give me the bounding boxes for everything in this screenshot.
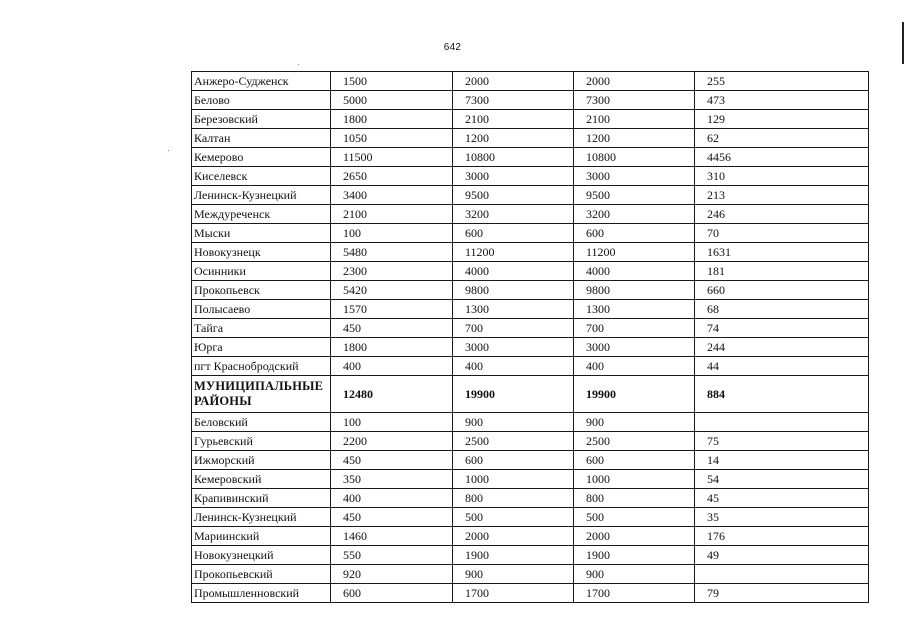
- row-name-cell: Юрга: [192, 338, 331, 357]
- value-cell-c2: 11200: [453, 243, 574, 262]
- value-cell-c4: 74: [695, 319, 869, 338]
- table-row: [192, 186, 869, 205]
- value-cell-c3: 9800: [574, 281, 695, 300]
- value-cell-c1: 920: [331, 565, 453, 584]
- value-cell-c3: 2000: [574, 527, 695, 546]
- table-row: [192, 281, 869, 300]
- row-name-cell: Киселевск: [192, 167, 331, 186]
- value-cell-c3: 7300: [574, 91, 695, 110]
- value-cell-c3: 9500: [574, 186, 695, 205]
- value-cell-c3: 3200: [574, 205, 695, 224]
- value-cell-c4: 54: [695, 470, 869, 489]
- scan-speck: [298, 64, 299, 65]
- row-name-cell: Новокузнецкий: [192, 546, 331, 565]
- section-header-row: [192, 376, 869, 413]
- value-cell-c3: 600: [574, 224, 695, 243]
- table-row: [192, 205, 869, 224]
- value-cell-c4: 181: [695, 262, 869, 281]
- value-cell-c3: 10800: [574, 148, 695, 167]
- value-cell-c4: 45: [695, 489, 869, 508]
- table-row: [192, 129, 869, 148]
- value-cell-c3: 500: [574, 508, 695, 527]
- table-row: [192, 413, 869, 432]
- table-row: [192, 224, 869, 243]
- row-name-cell: Березовский: [192, 110, 331, 129]
- value-cell-c1: 450: [331, 451, 453, 470]
- row-name-cell: Белово: [192, 91, 331, 110]
- value-cell-c3: 400: [574, 357, 695, 376]
- table-row: [192, 508, 869, 527]
- row-name-cell: Гурьевский: [192, 432, 331, 451]
- value-cell-c4: 4456: [695, 148, 869, 167]
- value-cell-c2: 500: [453, 508, 574, 527]
- row-name-cell: Калтан: [192, 129, 331, 148]
- table-row: [192, 546, 869, 565]
- value-cell-c2: 19900: [453, 376, 574, 413]
- value-cell-c1: 450: [331, 508, 453, 527]
- row-name-cell: Крапивинский: [192, 489, 331, 508]
- value-cell-c2: 900: [453, 413, 574, 432]
- value-cell-c1: 5480: [331, 243, 453, 262]
- value-cell-c3: 4000: [574, 262, 695, 281]
- value-cell-c3: 2100: [574, 110, 695, 129]
- value-cell-c4: 244: [695, 338, 869, 357]
- table-row: [192, 584, 869, 603]
- table-row: [192, 110, 869, 129]
- value-cell-c1: 1460: [331, 527, 453, 546]
- value-cell-c1: 550: [331, 546, 453, 565]
- value-cell-c4: 255: [695, 72, 869, 91]
- table-row: [192, 300, 869, 319]
- value-cell-c1: 100: [331, 413, 453, 432]
- row-name-cell: Мариинский: [192, 527, 331, 546]
- table-row: [192, 91, 869, 110]
- value-cell-c2: 2000: [453, 527, 574, 546]
- value-cell-c3: 3000: [574, 167, 695, 186]
- value-cell-c4: [695, 413, 869, 432]
- row-name-cell: Анжеро-Судженск: [192, 72, 331, 91]
- value-cell-c2: 2100: [453, 110, 574, 129]
- value-cell-c3: 1900: [574, 546, 695, 565]
- value-cell-c1: 1800: [331, 110, 453, 129]
- table-body: [192, 72, 869, 603]
- value-cell-c4: 176: [695, 527, 869, 546]
- row-name-cell: Ленинск-Кузнецкий: [192, 508, 331, 527]
- value-cell-c2: 1700: [453, 584, 574, 603]
- value-cell-c4: [695, 565, 869, 584]
- value-cell-c3: 800: [574, 489, 695, 508]
- value-cell-c1: 5000: [331, 91, 453, 110]
- table-row: [192, 565, 869, 584]
- page-number: 642: [443, 42, 462, 53]
- value-cell-c4: 660: [695, 281, 869, 300]
- value-cell-c1: 2300: [331, 262, 453, 281]
- value-cell-c2: 400: [453, 357, 574, 376]
- value-cell-c1: 11500: [331, 148, 453, 167]
- value-cell-c3: 2000: [574, 72, 695, 91]
- table-row: [192, 72, 869, 91]
- table-row: [192, 262, 869, 281]
- table-row: [192, 451, 869, 470]
- row-name-cell: Осинники: [192, 262, 331, 281]
- value-cell-c1: 600: [331, 584, 453, 603]
- value-cell-c4: 213: [695, 186, 869, 205]
- value-cell-c3: 1000: [574, 470, 695, 489]
- value-cell-c2: 2500: [453, 432, 574, 451]
- table-row: [192, 243, 869, 262]
- value-cell-c4: 246: [695, 205, 869, 224]
- value-cell-c2: 9500: [453, 186, 574, 205]
- value-cell-c4: 310: [695, 167, 869, 186]
- value-cell-c2: 1200: [453, 129, 574, 148]
- value-cell-c4: 884: [695, 376, 869, 413]
- value-cell-c3: 700: [574, 319, 695, 338]
- value-cell-c1: 1500: [331, 72, 453, 91]
- value-cell-c3: 900: [574, 413, 695, 432]
- table-row: [192, 319, 869, 338]
- value-cell-c4: 79: [695, 584, 869, 603]
- value-cell-c1: 5420: [331, 281, 453, 300]
- value-cell-c4: 49: [695, 546, 869, 565]
- value-cell-c2: 3000: [453, 167, 574, 186]
- value-cell-c3: 1300: [574, 300, 695, 319]
- row-name-cell: Беловский: [192, 413, 331, 432]
- value-cell-c3: 11200: [574, 243, 695, 262]
- value-cell-c2: 3200: [453, 205, 574, 224]
- value-cell-c3: 3000: [574, 338, 695, 357]
- value-cell-c1: 400: [331, 357, 453, 376]
- table-row: [192, 338, 869, 357]
- value-cell-c1: 350: [331, 470, 453, 489]
- value-cell-c3: 19900: [574, 376, 695, 413]
- value-cell-c1: 2100: [331, 205, 453, 224]
- row-name-cell: Тайга: [192, 319, 331, 338]
- value-cell-c2: 1900: [453, 546, 574, 565]
- scan-edge-mark: [902, 22, 904, 64]
- row-name-cell: Ижморский: [192, 451, 331, 470]
- table-row: [192, 432, 869, 451]
- value-cell-c2: 3000: [453, 338, 574, 357]
- value-cell-c3: 600: [574, 451, 695, 470]
- value-cell-c2: 10800: [453, 148, 574, 167]
- value-cell-c1: 2650: [331, 167, 453, 186]
- row-name-cell: Междуреченск: [192, 205, 331, 224]
- value-cell-c2: 1300: [453, 300, 574, 319]
- value-cell-c1: 1570: [331, 300, 453, 319]
- data-table: [191, 71, 869, 603]
- value-cell-c4: 14: [695, 451, 869, 470]
- scan-speck: [168, 150, 169, 151]
- row-name-cell: Прокопьевск: [192, 281, 331, 300]
- value-cell-c1: 450: [331, 319, 453, 338]
- value-cell-c1: 1050: [331, 129, 453, 148]
- value-cell-c4: 44: [695, 357, 869, 376]
- value-cell-c4: 68: [695, 300, 869, 319]
- value-cell-c2: 2000: [453, 72, 574, 91]
- value-cell-c4: 1631: [695, 243, 869, 262]
- row-name-cell: Кемерово: [192, 148, 331, 167]
- row-name-cell: Мыски: [192, 224, 331, 243]
- row-name-cell: Прокопьевский: [192, 565, 331, 584]
- value-cell-c2: 900: [453, 565, 574, 584]
- table-row: [192, 148, 869, 167]
- value-cell-c3: 2500: [574, 432, 695, 451]
- table-row: [192, 527, 869, 546]
- table-row: [192, 167, 869, 186]
- value-cell-c4: 35: [695, 508, 869, 527]
- value-cell-c2: 4000: [453, 262, 574, 281]
- value-cell-c4: 75: [695, 432, 869, 451]
- value-cell-c1: 3400: [331, 186, 453, 205]
- row-name-cell: Кемеровский: [192, 470, 331, 489]
- value-cell-c3: 1700: [574, 584, 695, 603]
- value-cell-c3: 900: [574, 565, 695, 584]
- value-cell-c4: 62: [695, 129, 869, 148]
- value-cell-c2: 600: [453, 451, 574, 470]
- table-row: [192, 470, 869, 489]
- value-cell-c2: 600: [453, 224, 574, 243]
- row-name-cell: Полысаево: [192, 300, 331, 319]
- value-cell-c1: 1800: [331, 338, 453, 357]
- value-cell-c2: 9800: [453, 281, 574, 300]
- value-cell-c1: 100: [331, 224, 453, 243]
- value-cell-c1: 12480: [331, 376, 453, 413]
- row-name-cell: Ленинск-Кузнецкий: [192, 186, 331, 205]
- value-cell-c2: 800: [453, 489, 574, 508]
- table-row: [192, 357, 869, 376]
- table-row: [192, 489, 869, 508]
- value-cell-c2: 7300: [453, 91, 574, 110]
- value-cell-c2: 1000: [453, 470, 574, 489]
- value-cell-c4: 70: [695, 224, 869, 243]
- value-cell-c4: 473: [695, 91, 869, 110]
- value-cell-c1: 2200: [331, 432, 453, 451]
- value-cell-c1: 400: [331, 489, 453, 508]
- value-cell-c4: 129: [695, 110, 869, 129]
- row-name-cell: МУНИЦИПАЛЬНЫЕ РАЙОНЫ: [192, 376, 331, 413]
- value-cell-c2: 700: [453, 319, 574, 338]
- row-name-cell: пгт Краснобродский: [192, 357, 331, 376]
- row-name-cell: Новокузнецк: [192, 243, 331, 262]
- value-cell-c3: 1200: [574, 129, 695, 148]
- row-name-cell: Промышленновский: [192, 584, 331, 603]
